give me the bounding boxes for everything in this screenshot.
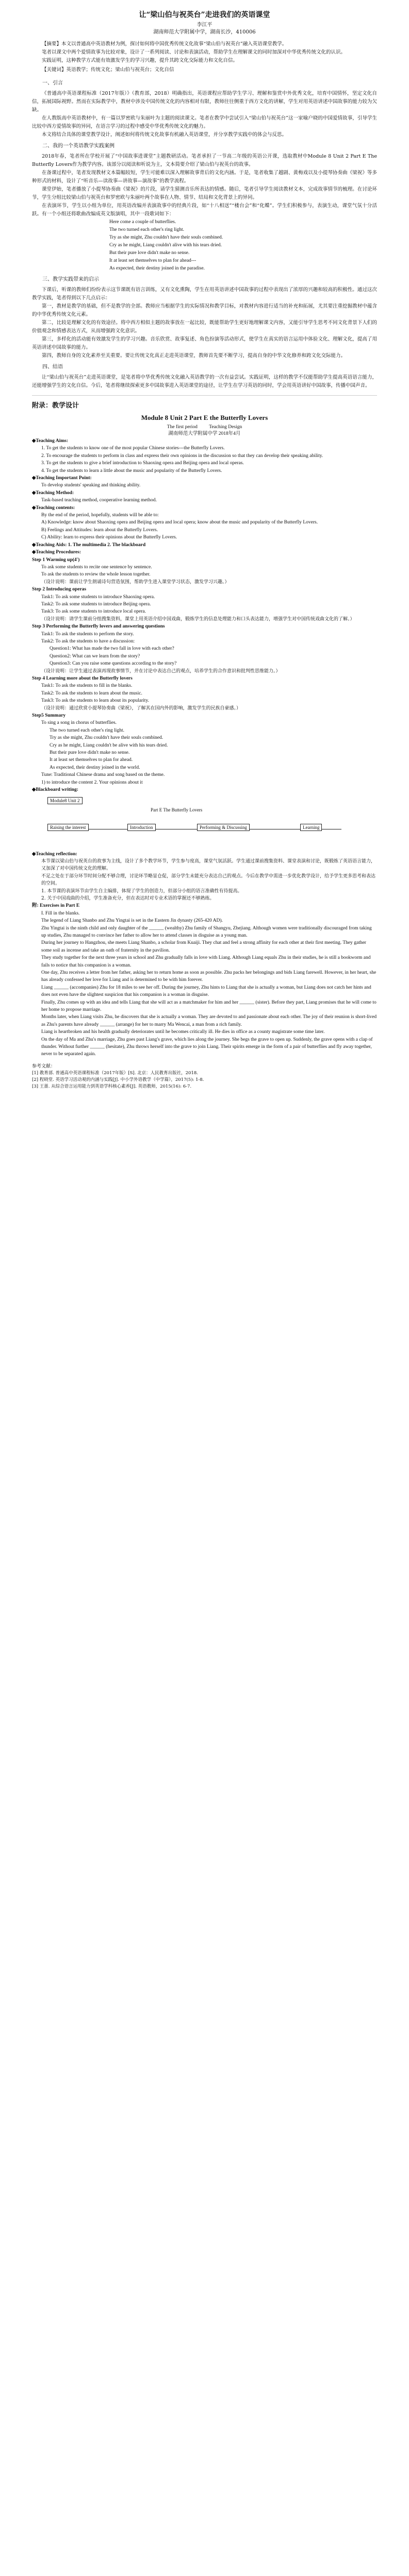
- appendix-line: 3. To get the students to give a brief introduction to Shaoxing opera and Beijing opera and local operas.: [41, 461, 244, 466]
- appendix-line: Step 1 Warming up(4'): [32, 557, 80, 563]
- appendix-line: ◆Teaching Procedures:: [32, 550, 81, 555]
- paragraph: 在表演环节，学生以小组为单位，用英语改编并表演故事中的经典片段，如“十八相送”“楼台会”和“化蝶”。学生们积极参与，表演生动，课堂气氛十分活跃。有一个小组还将歌曲改编成英文版演唱，其中一段歌词如下：: [32, 203, 377, 217]
- module-title: Module 8 Unit 2 Part E the Butterfly Lovers: [141, 414, 268, 421]
- reference-item: [2] 程晓堂. 英语学习活动观的内涵与实践[J]. 中小学外语教学（中学篇），2017(5): 1-8.: [32, 1077, 204, 1082]
- references-heading: 参考文献：: [32, 1063, 56, 1069]
- appendix-line: During her journey to Hangzhou, she meets Liang Shanbo, a scholar from Kuaiji. They chat and feel a strong affinity for each other at their first meeting. They gather some soil as incense and take an oath of fraternity in the pavilion.: [41, 940, 366, 953]
- appendix-line: Cry as he might, Liang couldn't be alive with his tears dried.: [50, 742, 168, 748]
- abstract-line: 笔者以课文中两个爱情故事为比较对象，设计了一系列阅读、讨论和表演活动，帮助学生在理解课文的同时加深对中华优秀传统文化的认识。: [42, 49, 346, 55]
- diagram-subtitle: Part E The Butterfly Lovers: [151, 807, 203, 812]
- appendix-line: （设计说明：让学生通过表演再现故事情节，并在讨论中表达自己的观点，培养学生的合作意识和批判性思维能力。）: [41, 668, 281, 674]
- appendix-line: Task1: To ask some students to introduce Shaoxing opera.: [41, 594, 155, 600]
- song-line: The two turned each other's ring light.: [109, 227, 184, 232]
- appendix-line: Task3: To ask the students to learn about its popularity.: [41, 698, 149, 704]
- diagram-mid2: Performing & Discussing: [197, 824, 250, 831]
- appendix-line: To ask the students to review the whole lesson together.: [41, 572, 151, 578]
- appendix-line: Task3: To ask some students to introduce local opera.: [41, 609, 146, 615]
- paragraph: 课堂伊始，笔者播放了小提琴协奏曲《梁祝》的片段，请学生猜测音乐所表达的情感。随后，笔者引导学生阅读教材文本，完成故事情节的梳理。在讨论环节，学生分组比较梁山伯与祝英台和罗密欧与朱丽叶两个故事在人物、情节、结局和文化背景上的异同。: [32, 187, 377, 200]
- appendix-line: 2. 关于中国戏曲的介绍，学生准备充分，但在表达时对专业术语的掌握还不够熟练。: [41, 895, 215, 901]
- diagram-top-box: Module8 Unit 2: [47, 797, 83, 804]
- appendix-heading: 附录：教学设计: [32, 402, 79, 410]
- appendix-line: Task2: To ask some students to introduce Beijing opera.: [41, 601, 151, 607]
- song-line: Here come a couple of butterflies.: [109, 219, 176, 225]
- song-line: Cry as he might, Liang couldn't alive with his tears dried.: [109, 243, 222, 248]
- appendix-line: 本节课以梁山伯与祝英台的故事为主线，设计了多个教学环节，学生参与度高，课堂气氛活跃。学生通过课前搜集资料、课堂表演和讨论，既锻炼了英语语言能力，又加深了对中国传统文化的理解。: [41, 858, 376, 872]
- appendix-line: Zhu Yingtai is the ninth child and only daughter of the ______ (wealthy) Zhu family of Shangyu, Zhejiang. Although women were traditionally discouraged from taking up studies, Zhu managed to convince her father to allow her to attend classes in disguise as a young man.: [41, 925, 372, 938]
- appendix-line: Tune: Traditional Chinese drama and song based on the theme.: [41, 772, 165, 778]
- paragraph: 2018年春，笔者所在学校开展了“中国故事进课堂”主题教研活动。笔者承担了一节高二年级的英语公开课，选取教材中Module 8 Unit 2 Part E The Butterfly Lovers作为教学内容。该部分以阅读和听说为主，文本简要介绍了梁山伯与祝英台的故事。: [32, 154, 377, 167]
- appendix-line: ◆Teaching contents:: [32, 505, 75, 511]
- section-3: [32, 276, 377, 360]
- appendix-line: Step 3 Performing the Butterfly lovers and answering questions: [32, 624, 165, 630]
- appendix-line: Task-based teaching method, cooperative learning method.: [41, 498, 157, 503]
- appendix-line: 1) to introduce the content 2. Your opinions about it: [41, 779, 143, 785]
- appendix-line: Step5 Summary: [32, 713, 66, 719]
- appendix-line: （设计说明：请学生课前分组搜集资料，课堂上用英语介绍中国戏曲，锻炼学生的信息处理能力和口头表达能力，增强学生对中国传统戏曲文化的了解。）: [41, 616, 355, 622]
- appendix-line: Finally, Zhu comes up with an idea and tells Liang that she will act as a matchmaker for him and her ______ (sister). Before they part, Liang promises that he will come to her home to propose marriage.: [41, 999, 377, 1013]
- reference-item: [3] 王蔷. 从综合语言运用能力到英语学科核心素养[J]. 英语教师，2015(16): 6-7.: [32, 1083, 192, 1089]
- appendix-line: The legend of Liang Shanbo and Zhu Yingtai is set in the Eastern Jin dynasty (265-420 AD).: [41, 918, 223, 924]
- song-line: As expected, their destiny joined in the paradise.: [109, 266, 205, 271]
- diagram-left: Raising the interest: [47, 824, 89, 831]
- appendix-line: （设计说明：通过欣赏小提琴协奏曲《梁祝》，了解其在国内外的影响，激发学生的民族自豪感。）: [41, 705, 241, 711]
- appendix-line: They study together for the next three years in school and Zhu gradually falls in love with Liang. Although Liang equals Zhu in their studies, he is still a bookworm and fails to notice that his companion is a woman.: [41, 955, 371, 968]
- song-line: It at least set themselves to plan for ahead---: [109, 258, 197, 263]
- paragraph: 让“梁山伯与祝英台”走进英语课堂，是笔者将中华优秀传统文化融入英语教学的一次有益尝试。实践证明，这样的教学不仅能帮助学生提高英语语言能力，还能增强学生的文化自信。今后，笔者将继续探索更多中国故事进入英语课堂的途径，让学生在学习英语的同时，学会用英语讲好中国故事，传播中国声音。: [32, 375, 377, 388]
- abstract-line: 实践证明，这种教学方式能有效激发学生的学习兴趣，提升其跨文化交际能力和文化自信。: [42, 58, 238, 63]
- section-heading: 一、引言: [42, 80, 63, 86]
- appendix-line: I. Fill in the blanks.: [41, 910, 80, 916]
- diagram-right: Learning: [300, 824, 322, 831]
- appendix-line: But their pure love didn't make no sense.: [50, 750, 130, 756]
- appendix-line: The two turned each other's ring light.: [50, 727, 124, 733]
- appendix-line: Question1: What has made the two fall in love with each other?: [50, 646, 174, 652]
- appendix-line: ◆Teaching Aids: 1. The multimedia 2. The blackboard: [32, 542, 146, 548]
- author: 李江平: [197, 22, 212, 28]
- abstract: [32, 40, 377, 65]
- appendix-line: Task2: To ask the students to learn about the music.: [41, 690, 142, 696]
- appendix-line: （设计说明：课前让学生朗诵诗句营造氛围，帮助学生进入课堂学习状态，激发学习兴趣。）: [41, 579, 230, 585]
- after-items: [32, 851, 377, 1058]
- section-heading: 三、教学实践带来的启示: [42, 277, 99, 282]
- paragraph: 第二，比较是理解文化的有效途径。将中西方相似主题的故事放在一起比较，既能帮助学生更好地理解课文内容，又能引导学生思考不同文化背景下人们的价值观念和情感表达方式，从而增强跨文化意识。: [32, 320, 377, 334]
- paragraph: 第四，教师自身的文化素养至关重要。要让传统文化真正走进英语课堂，教师首先要不断学习，提高自身的中华文化修养和跨文化交际能力。: [42, 353, 346, 359]
- appendix-line: To develop students' speaking and thinking ability.: [41, 483, 141, 488]
- appendix-line: 附: Exercises in Part E: [32, 903, 80, 909]
- appendix-line: 不足之处在于部分环节时间分配不够合理，讨论环节略显仓促，部分学生未能充分表达自己的观点。今后在教学中需进一步优化教学设计，给予学生更多思考和表达的空间。: [41, 873, 376, 887]
- appendix-line: Step 2 Introducing operas: [32, 587, 87, 592]
- appendix-line: 1. To get the students to know one of the most popular Chinese stories---the Butterfly Lovers.: [41, 446, 225, 451]
- appendix-line: B) Feelings and Attitudes: learn about the Butterfly Lovers.: [41, 527, 158, 533]
- appendix-line: Try as she might, Zhu couldn't have their souls combined.: [50, 735, 163, 741]
- module-meta-period: The first period: [167, 425, 198, 430]
- appendix-line: 1. 本节课的表演环节由学生自主编排，体现了学生的创造力，但部分小组的语言准确性有待提高。: [41, 888, 242, 894]
- appendix-line: ◆Teaching Important Point:: [32, 476, 92, 481]
- section-4: [32, 363, 377, 390]
- appendix-line: ◆Teaching Method:: [32, 490, 74, 496]
- appendix-line: By the end of the period, hopefully, students will be able to:: [41, 513, 159, 518]
- paragraph: 《普通高中英语课程标准（2017年版）》（教育部，2018）明确指出，英语课程应帮助学生学习、理解和鉴赏中外优秀文化，培育中国情怀，坚定文化自信，拓展国际视野。然而在实际教学中，教材中涉及中国传统文化的内容相对有限，教师往往侧重于西方文化的讲解，学生对用英语讲述中国故事的能力较为欠缺。: [32, 91, 377, 113]
- appendix-line: 2. To encourage the students to perform in class and express their own opinions in the discussion so that they can develop their speaking ability.: [41, 453, 323, 459]
- appendix-line: Task1: To ask the students to perform the story.: [41, 631, 134, 637]
- appendix-line: Question2: What can we learn from the story?: [50, 653, 140, 659]
- appendix-line: To sing a song in chorus of butterflies.: [41, 720, 117, 726]
- paragraph: 第一，教材是教学的基础，但不是教学的全部。教师应当根据学生的实际情况和教学目标，对教材内容进行适当的补充和拓展，尤其要注重挖掘教材中蕴含的中华优秀传统文化元素。: [32, 303, 377, 317]
- appendix-line: Liang ______ (accompanies) Zhu for 18 miles to see her off. During the journey, Zhu hints to Liang that she is actually a woman, but Liang does not catch her hints and does not even have the slightest suspicion that his companion is a woman in disguise.: [41, 985, 371, 998]
- appendix: [32, 395, 377, 1058]
- appendix-line: To ask some students to recite one sentence by sentence.: [41, 564, 152, 570]
- paragraph: 下课后，听课的教师们纷纷表示这节课既有语言训练，又有文化熏陶，学生在用英语讲述中国故事的过程中表现出了浓厚的兴趣和较高的积极性。通过这次教学实践，笔者得到以下几点启示：: [32, 287, 377, 301]
- module-meta: [32, 424, 377, 431]
- references: [32, 1070, 377, 1090]
- appendix-line: 4. To get the students to learn a little about the music and popularity of the Butterfly Lovers.: [41, 468, 222, 473]
- paper-title: 让“梁山伯与祝英台”走进我们的英语课堂: [139, 11, 270, 19]
- affiliation: 湖南师范大学附属中学，湖南长沙，410006: [153, 29, 256, 35]
- appendix-line: A) Knowledge: know about Shaoxing opera and Beijing opera and local opera; know about the music and popularity of the Butterfly Lovers.: [41, 520, 318, 526]
- appendix-line: Task1: To ask the students to fill in the blanks.: [41, 683, 133, 689]
- module-meta-school: 湖南师范大学附属中学 2018年4月: [168, 431, 241, 436]
- paragraph: 在人教版高中英语教材中，有一篇以罗密欧与朱丽叶为主题的阅读课文。笔者在教学中尝试引入“梁山伯与祝英台”这一家喻户晓的中国爱情故事，引导学生比较中西方爱情故事的异同，在语言学习的过程中感受中华优秀传统文化的魅力。: [32, 115, 377, 129]
- section-heading: 二、我的一个英语教学实践案例: [42, 143, 114, 149]
- abstract-line: 【摘要】本文以普通高中英语教材为例，探讨如何将中国优秀传统文化故事“梁山伯与祝英台”融入英语课堂教学。: [42, 41, 287, 47]
- diagram-mid1: Introduction: [127, 824, 156, 831]
- song-line: But their pure love didn't make no sense.: [109, 250, 190, 256]
- appendix-line: As expected, their destiny joined in the world.: [50, 765, 140, 770]
- paragraph: 第三，多样化的活动能有效激发学生的学习兴趣。音乐欣赏、故事复述、角色扮演等活动形式，使学生在真实的语言运用中体验文化、理解文化，提高了用英语讲述中国故事的能力。: [32, 336, 377, 350]
- appendix-line: ◆Blackboard writing:: [32, 787, 78, 793]
- appendix-line: ◆Teaching reflection:: [32, 851, 77, 857]
- body-sections: [32, 79, 377, 218]
- appendix-line: It at least set themselves to plan for ahead.: [50, 757, 133, 763]
- appendix-line: One day, Zhu receives a letter from her father, asking her to return home as soon as possible. Zhu packs her belongings and bids Liang farewell. However, in her heart, she has already confessed her love for Liang and is determined to be with him forever.: [41, 970, 377, 983]
- appendix-line: Question3: Can you raise some questions according to the story?: [50, 661, 177, 667]
- keywords: 【关键词】英语教学；传统文化；梁山伯与祝英台；文化自信: [42, 67, 174, 73]
- module-meta-design: Teaching Design: [209, 425, 242, 430]
- song-line: Try as she might, Zhu couldn't have their souls combined.: [109, 235, 223, 240]
- reference-item: [1] 教育部. 普通高中英语课程标准（2017年版）[S]. 北京：人民教育出版社，2018.: [32, 1070, 198, 1076]
- section-heading: 四、结语: [42, 364, 63, 370]
- appendix-line: C) Ability: learn to express their opinions about the Butterfly Lovers.: [41, 535, 177, 540]
- appendix-items: [32, 437, 377, 794]
- appendix-line: ◆Teaching Aims:: [32, 438, 69, 444]
- appendix-line: On the day of Ma and Zhu's marriage, Zhu goes past Liang's grave, which lies along the journey. She begs the grave to open up. Suddenly, the grave opens with a clap of thunder. Without further ______ (hesitate), Zhu throws herself into the grave to join Liang. Their spirits emerge in the form of a pair of butterflies and fly away together, never to be separated again.: [41, 1037, 373, 1057]
- song-lyrics: [32, 218, 377, 273]
- appendix-line: Months later, when Liang visits Zhu, he discovers that she is actually a woman. They are devoted to and passionate about each other. The joy of their reunion is short-lived as Zhu's parents have already ______ (arrange) for her to marry Ma Wencai, a man from a rich family.: [41, 1014, 377, 1027]
- appendix-line: Step 4 Learning more about the Butterfly lovers: [32, 676, 133, 681]
- paragraph: 本文将结合具体的课堂教学设计，阐述如何将传统文化故事有机融入英语课堂，并分享教学实践中的体会与反思。: [42, 132, 287, 138]
- appendix-line: Liang is heartbroken and his health gradually deteriorates until he becomes critically ill. He dies in office as a county magistrate some time later.: [41, 1029, 325, 1035]
- paragraph: 在备课过程中，笔者发现教材文本篇幅较短，学生可能难以深入理解故事背后的文化内涵。于是，笔者收集了越剧、黄梅戏以及小提琴协奏曲《梁祝》等多种形式的材料，设计了“听音乐—读故事—讲故事—演故事”的教学流程。: [32, 170, 377, 184]
- appendix-line: Task2: To ask the students to have a discussion:: [41, 638, 135, 644]
- blackboard-diagram: [32, 797, 377, 846]
